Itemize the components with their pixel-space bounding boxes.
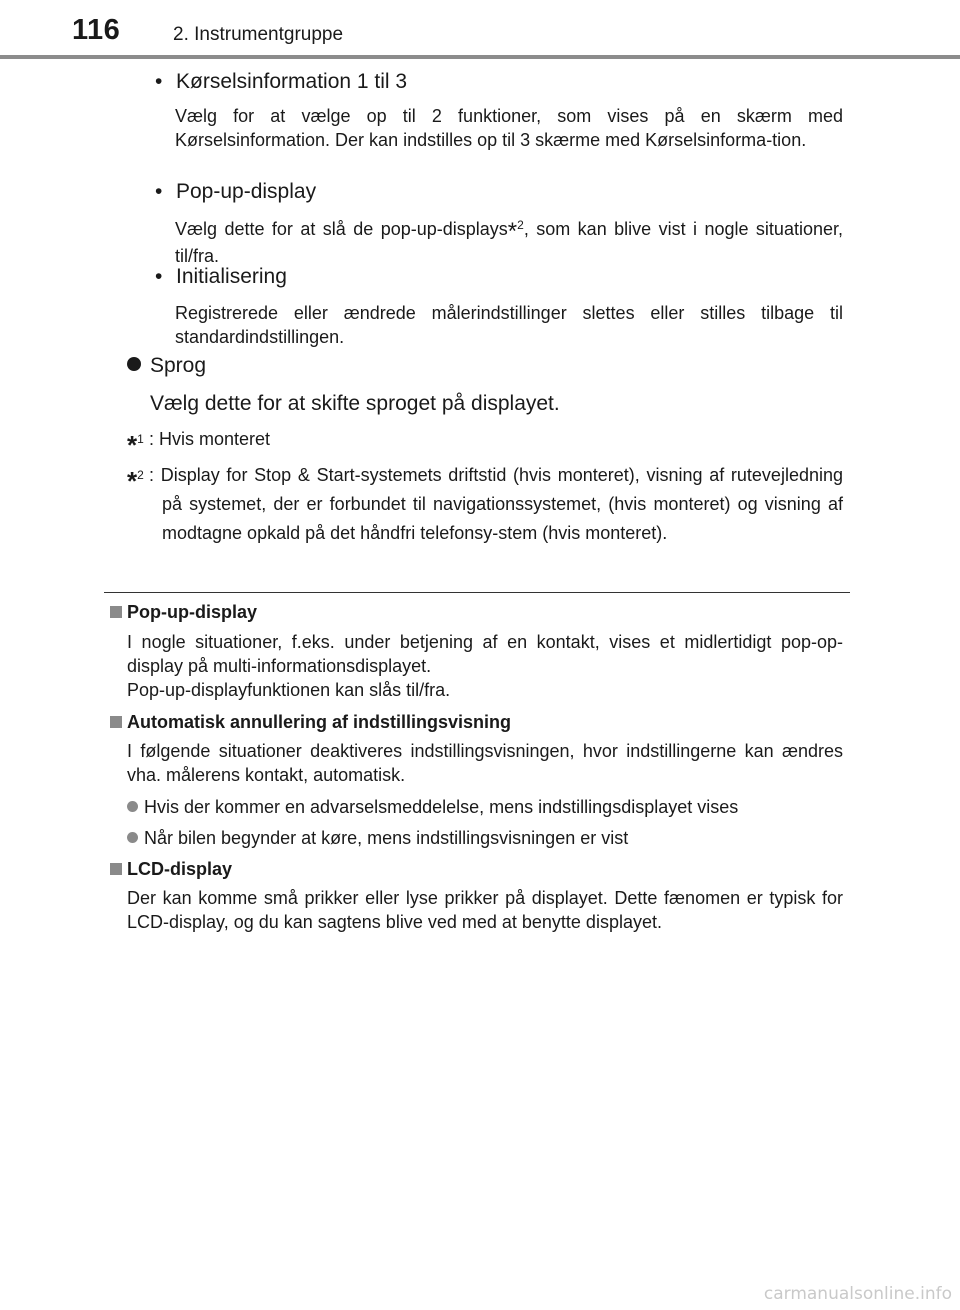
- list-item: [127, 795, 738, 819]
- section-paragraph: Pop-up-displayfunktionen kan slås til/fra.: [127, 680, 451, 700]
- section-body: [127, 886, 843, 934]
- bullet-glyph: •: [155, 265, 163, 288]
- section-paragraph: Der kan komme små prikker eller lyse prikker på displayet. Dette fænomen er typisk for LCD-display, og du kan sagtens blive ved med at benytte displayet.: [127, 888, 843, 932]
- footnote-number: 1: [137, 432, 144, 446]
- footnote-ref: [508, 218, 524, 245]
- circle-bullet-icon: [127, 357, 141, 371]
- section-body: [127, 739, 843, 787]
- section-paragraph: I følgende situationer deaktiveres indstillingsvisningen, hvor indstillingerne kan ændres vha. målerens kontakt, automatisk.: [127, 741, 843, 785]
- item-description: Vælg dette for at skifte sproget på displayet.: [150, 392, 560, 415]
- footnote-text: : Display for Stop & Start-systemets driftstid (hvis monteret), visning af rutevejledning på systemet, der er forbundet til navigationssystemet, (hvis monteret) og visning af modtagne opkald på det håndfri telefonsy-stem (hvis monteret).: [149, 465, 843, 543]
- square-bullet-icon: [110, 606, 122, 618]
- section-title: Pop-up-display: [127, 602, 257, 622]
- section-body: [127, 630, 843, 702]
- ref-number: 2: [517, 218, 524, 232]
- bullet-glyph: •: [155, 180, 163, 203]
- section-heading-pop-up-display: [110, 600, 257, 624]
- list-item-text: Hvis der kommer en advarselsmeddelelse, mens indstillingsdisplayet vises: [144, 797, 739, 817]
- desc-text: Vælg dette for at slå de pop-up-displays: [175, 219, 508, 239]
- footnote-marker: [127, 425, 144, 460]
- square-bullet-icon: [110, 863, 122, 875]
- footnote-1: [127, 425, 843, 460]
- item-title: Kørselsinformation 1 til 3: [176, 70, 408, 93]
- item-description: [175, 213, 843, 268]
- list-item-text: Når bilen begynder at køre, mens indstillingsvisningen er vist: [144, 828, 629, 848]
- section-heading-automatisk-annullering: [110, 710, 511, 734]
- watermark: carmanualsonline.info: [763, 1284, 952, 1304]
- footnote-asterisk: *: [127, 466, 138, 496]
- section-title: Automatisk annullering af indstillingsvisning: [127, 712, 512, 732]
- footnote-text: : Hvis monteret: [149, 429, 271, 449]
- page-number: 116: [72, 14, 121, 46]
- bullet-glyph: •: [155, 70, 163, 93]
- section-heading-lcd-display: [110, 857, 232, 881]
- ref-asterisk: *: [507, 218, 518, 245]
- item-kørselsinformation: [155, 68, 407, 96]
- item-title: Initialisering: [176, 265, 287, 288]
- section-title: LCD-display: [127, 859, 233, 879]
- footnote-number: 2: [137, 468, 144, 482]
- item-initialisering: [155, 263, 287, 291]
- item-title: Sprog: [150, 354, 207, 377]
- item-pop-up-display: [155, 178, 316, 206]
- item-description: Registrerede eller ændrede målerindstillinger slettes eller stilles tilbage til standardindstillingen.: [175, 303, 843, 347]
- item-description: Vælg for at vælge op til 2 funktioner, som vises på en skærm med Kørselsinformation. Der kan indstilles op til 3 skærme med Kørselsinforma-tion.: [175, 106, 843, 150]
- desc-text: , som kan blive vist i nogle situationer, til/fra.: [175, 219, 843, 266]
- section-paragraph: I nogle situationer, f.eks. under betjening af en kontakt, vises et midlertidigt pop-op-display på multi-informationsdisplayet.: [127, 632, 843, 676]
- circle-bullet-icon: [127, 801, 138, 812]
- footnote-marker: [127, 461, 144, 496]
- item-title: Pop-up-display: [176, 180, 317, 203]
- section-divider: [104, 592, 850, 593]
- square-bullet-icon: [110, 716, 122, 728]
- footnote-2: [127, 461, 843, 548]
- circle-bullet-icon: [127, 832, 138, 843]
- page-header: [0, 0, 960, 60]
- footnote-asterisk: *: [127, 430, 138, 460]
- chapter-title: 2. Instrumentgruppe: [173, 24, 344, 45]
- item-sprog: [127, 352, 206, 380]
- header-rule: [0, 55, 960, 59]
- list-item: [127, 826, 628, 850]
